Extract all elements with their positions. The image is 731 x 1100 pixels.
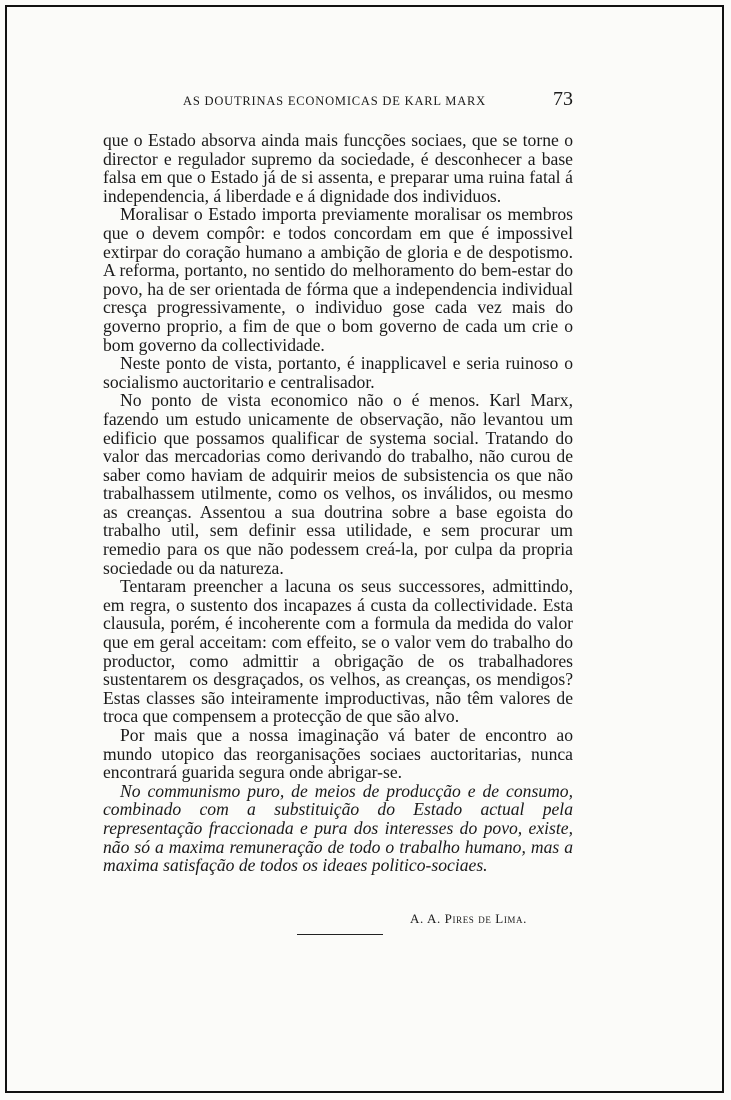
end-rule	[297, 934, 383, 935]
paragraph-continued: que o Estado absorva ainda mais funcções sociaes, que se torne o director e regulador supremo da sociedade, é desconhecer a base falsa em que o Estado já de si assenta, e preparar uma ruina fatal á independencia, á liberdade e á dignidade dos individuos.	[103, 130, 573, 206]
paragraph: Por mais que a nossa imaginação vá bater de encontro ao mundo utopico das reorganisações sociaes auctoritarias, nunca encontrará guarida segura onde abrigar-se.	[103, 725, 573, 783]
running-header	[103, 88, 573, 116]
page-number: 73	[553, 88, 573, 110]
author-signature: A. A. Pires de Lima.	[410, 911, 527, 926]
paragraph: Tentaram preencher a lacuna os seus successores, admittindo, em regra, o sustento dos incapazes á custa da collectividade. Esta clausula, porém, é incoherente com a formula da medida do valor que em geral acceitam: com effeito, se o valor vem do trabalho do productor, como admittir a obrigação de os trabalhadores sustentarem os desgraçados, os velhos, as creanças, os mendigos? Estas classes são inteiramente improductivas, não têm valores de troca que compensem a protecção de que são alvo.	[103, 576, 573, 727]
running-title: AS DOUTRINAS ECONOMICAS DE KARL MARX	[183, 94, 487, 108]
paragraph: No ponto de vista economico não o é menos. Karl Marx, fazendo um estudo unicamente de observação, não levantou um edificio que possamos qualificar de systema social. Tratando do valor das mercadorias como derivando do trabalho, não curou de saber como haviam de adquirir meios de subsistencia os que não trabalhassem utilmente, como os velhos, os inválidos, ou mesmo as creanças. Assentou a sua doutrina sobre a base egoista do trabalho util, sem definir essa utilidade, e sem procurar um remedio para os que não podessem creá-la, por culpa da propria sociedade ou da natureza.	[103, 390, 573, 578]
article-body	[103, 131, 573, 875]
paragraph: Neste ponto de vista, portanto, é inapplicavel e seria ruinoso o socialismo auctoritario e centralisador.	[103, 353, 573, 392]
italic-conclusion: No communismo puro, de meios de producção e de consumo, combinado com a substituição do Estado actual pela representação fraccionada e pura dos interesses do povo, existe, não só a maxima remuneração de todo o trabalho humano, mas a maxima satisfação de todos os ideaes politico-sociaes.	[103, 780, 573, 876]
paragraph: Moralisar o Estado importa previamente moralisar os membros que o devem compôr: e todos concordam em que é impossivel extirpar do coração humano a ambição de gloria e de despotismo. A reforma, portanto, no sentido do melhoramento do bem-estar do povo, ha de ser orientada de fórma que a independencia individual cresça progressivamente, o individuo gose cada vez mais do governo proprio, a fim de que o bom governo de cada um crie o bom governo da collectividade.	[103, 204, 573, 355]
